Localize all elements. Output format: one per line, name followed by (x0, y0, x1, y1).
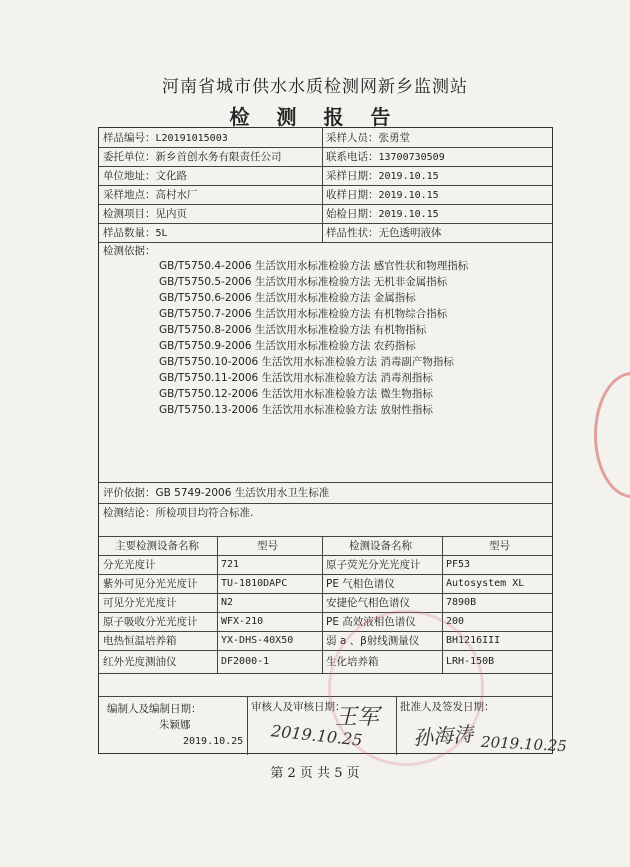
approve-date: 2019.10.25 (480, 732, 568, 756)
document-title: 检 测 报 告 (229, 105, 401, 129)
standard-item: GB/T5750.9-2006 生活饮用水标准检验方法 农药指标 (159, 340, 416, 352)
standard-item: GB/T5750.4-2006 生活饮用水标准检验方法 感官性状和物理指标 (159, 260, 469, 272)
equip-cell: 紫外可见分光光度计 (103, 578, 198, 590)
equip-cell: N2 (221, 597, 234, 608)
phone-field: 联系电话：13700730509 (326, 151, 445, 163)
basis-label: 检测依据： (103, 245, 156, 257)
equip-cell: 红外光度测油仪 (103, 656, 177, 668)
standard-item: GB/T5750.8-2006 生活饮用水标准检验方法 有机物指标 (159, 324, 427, 336)
faded-seal-stamp (328, 610, 484, 766)
equip-cell: 电热恒温培养箱 (103, 635, 177, 647)
equip-cell: LRH-150B (446, 656, 495, 667)
approver-label: 批准人及签发日期： (400, 701, 495, 713)
equip-cell: PF53 (446, 559, 471, 570)
compiler-name: 朱颖娜 (159, 719, 191, 731)
sample-no-field: 样品编号：L20191015003 (103, 132, 228, 144)
equip-header-name-2: 检测设备名称 (349, 540, 412, 552)
review-date: 2019.10.25 (270, 721, 364, 750)
compiler-label: 编制人及编制日期： (107, 703, 202, 715)
equip-cell: PE 气相色谱仪 (326, 578, 395, 590)
equip-cell: 弱 a 、β射线测量仪 (326, 635, 420, 647)
equip-cell: 安捷伦气相色谱仪 (326, 597, 410, 609)
sampling-place-field: 采样地点：高村水厂 (103, 189, 198, 201)
standard-item: GB/T5750.13-2006 生活饮用水标准检验方法 放射性指标 (159, 404, 433, 416)
equip-cell: DF2000-1 (221, 656, 270, 667)
client-field: 委托单位：新乡首创水务有限责任公司 (103, 151, 282, 163)
equip-cell: WFX-210 (221, 616, 264, 627)
sampler-field: 采样人员：张勇堂 (326, 132, 410, 144)
equip-cell: PE 高效液相色谱仪 (326, 616, 416, 628)
standard-item: GB/T5750.5-2006 生活饮用水标准检验方法 无机非金属指标 (159, 276, 448, 288)
evaluation-field: 评价依据：GB 5749-2006 生活饮用水卫生标准 (103, 487, 330, 499)
reviewer-label: 审核人及审核日期： (251, 701, 346, 713)
receive-date-field: 收样日期：2019.10.15 (326, 189, 439, 201)
sampling-date-field: 采样日期：2019.10.15 (326, 170, 439, 182)
compile-date: 2019.10.25 (183, 736, 244, 747)
quantity-field: 样品数量：5L (103, 227, 168, 239)
conclusion-field: 检测结论：所检项目均符合标准. (103, 507, 254, 519)
equip-cell: 7890B (446, 597, 477, 608)
seal-stamp (594, 372, 630, 498)
equip-cell: 分光光度计 (103, 559, 156, 571)
approver-signature: 孙海涛 (412, 721, 474, 751)
equip-cell: 可见分光光度计 (103, 597, 177, 609)
reviewer-signature: 王军 (335, 705, 380, 730)
character-field: 样品性状：无色透明液体 (326, 227, 442, 239)
unit-address-field: 单位地址：文化路 (103, 170, 187, 182)
report-table (98, 127, 568, 756)
equip-cell: TU-1810DAPC (221, 578, 288, 589)
standard-item: GB/T5750.6-2006 生活饮用水标准检验方法 金属指标 (159, 292, 416, 304)
equip-cell: YX-DHS-40X50 (221, 635, 294, 646)
equip-cell: 200 (446, 616, 465, 627)
equip-cell: 原子吸收分光光度计 (103, 616, 198, 628)
start-date-field: 始检日期：2019.10.15 (326, 208, 439, 220)
test-items-field: 检测项目：见内页 (103, 208, 187, 220)
equip-cell: 生化培养箱 (326, 656, 379, 668)
equip-cell: 原子荧光分光光度计 (326, 559, 421, 571)
equip-cell: BH1216III (446, 635, 501, 646)
page-number: 第 2 页 共 5 页 (270, 766, 360, 781)
equip-header-model-2: 型号 (489, 540, 510, 552)
standard-item: GB/T5750.10-2006 生活饮用水标准检验方法 消毒副产物指标 (159, 356, 454, 368)
equip-header-name: 主要检测设备名称 (115, 540, 199, 552)
equip-header-model: 型号 (257, 540, 278, 552)
standard-item: GB/T5750.12-2006 生活饮用水标准检验方法 微生物指标 (159, 388, 433, 400)
organization-title: 河南省城市供水水质检测网新乡监测站 (162, 77, 468, 97)
standard-item: GB/T5750.7-2006 生活饮用水标准检验方法 有机物综合指标 (159, 308, 448, 320)
equip-cell: 721 (221, 559, 240, 570)
standard-item: GB/T5750.11-2006 生活饮用水标准检验方法 消毒剂指标 (159, 372, 433, 384)
equip-cell: Autosystem XL (446, 578, 525, 589)
